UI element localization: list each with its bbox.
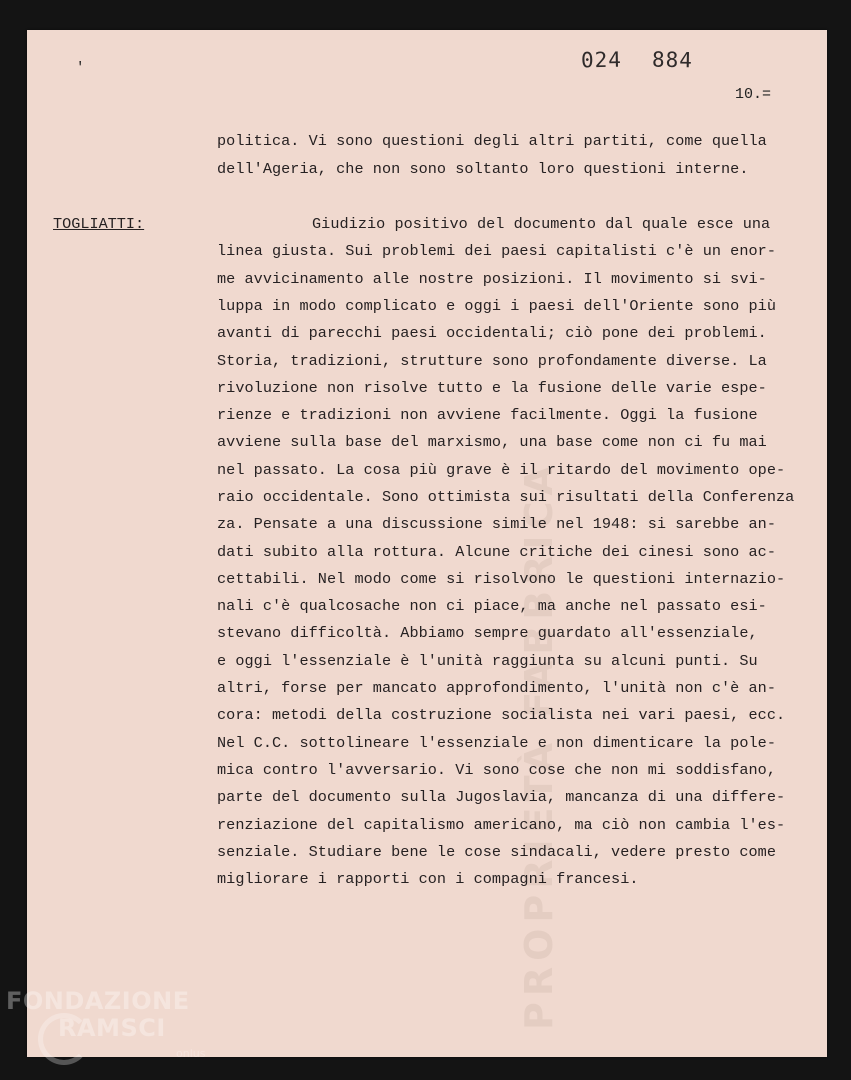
text-line: Giudizio positivo del documento dal quale esce una [312, 215, 771, 233]
folio-right: 884 [651, 47, 694, 73]
text-line: rienze e tradizioni non avviene facilmente. Oggi la fusione [217, 406, 758, 424]
text-line: rivoluzione non risolve tutto e la fusione delle varie espe- [217, 379, 767, 397]
text-line: altri, forse per mancato approfondimento, l'unità non c'è an- [217, 679, 777, 697]
text-line: nali c'è qualcosache non ci piace, ma anche nel passato esi- [217, 597, 767, 615]
folio-number [581, 48, 693, 72]
text-line: avanti di parecchi paesi occidentali; ciò pone dei problemi. [217, 324, 767, 342]
text-line: stevano difficoltà. Abbiamo sempre guardato all'essenziale, [217, 624, 758, 642]
text-line: dati subito alla rottura. Alcune critiche dei cinesi sono ac- [217, 543, 777, 561]
folio-left: 024 [580, 47, 623, 73]
text-line: linea giusta. Sui problemi dei paesi capitalisti c'è un enor- [217, 242, 777, 260]
logo-line-3: onlus [176, 1047, 206, 1060]
page-number: 10.= [735, 86, 772, 103]
text-line: cettabili. Nel modo come si risolvono le questioni internazio- [217, 570, 786, 588]
document-page [27, 30, 827, 1057]
background-stamp: PROPRIETÀ FABBRICA [517, 460, 561, 1030]
text-line: politica. Vi sono questioni degli altri partiti, come quella [217, 132, 767, 150]
text-line: e oggi l'essenziale è l'unità raggiunta su alcuni punti. Su [217, 652, 758, 670]
text-line: dell'Ageria, che non sono soltanto loro questioni interne. [217, 160, 749, 178]
text-line: nel passato. La cosa più grave è il ritardo del movimento ope- [217, 461, 786, 479]
text-line: mica contro l'avversario. Vi sono cose che non mi soddisfano, [217, 761, 777, 779]
logo-line-2: RAMSCI [58, 1014, 166, 1042]
logo-line-1: FONDAZIONE [6, 987, 190, 1015]
text-line: renziazione del capitalismo americano, ma ciò non cambia l'es- [217, 816, 786, 834]
text-line: migliorare i rapporti con i compagni francesi. [217, 870, 639, 888]
text-line: avviene sulla base del marxismo, una base come non ci fu mai [217, 433, 767, 451]
text-line: Storia, tradizioni, strutture sono profondamente diverse. La [217, 352, 767, 370]
text-line: senziale. Studiare bene le cose sindacali, vedere presto come [217, 843, 777, 861]
margin-mark: ' [76, 60, 85, 76]
text-line: Nel C.C. sottolineare l'essenziale e non dimenticare la pole- [217, 734, 777, 752]
text-line: za. Pensate a una discussione simile nel 1948: si sarebbe an- [217, 515, 777, 533]
text-line: luppa in modo complicato e oggi i paesi dell'Oriente sono più [217, 297, 777, 315]
text-line: raio occidentale. Sono ottimista sui risultati della Conferenza [217, 488, 795, 506]
speaker-label: TOGLIATTI: [53, 215, 145, 233]
text-line: cora: metodi della costruzione socialista nei vari paesi, ecc. [217, 706, 786, 724]
text-line: parte del documento sulla Jugoslavia, mancanza di una differe- [217, 788, 786, 806]
text-line: me avvicinamento alle nostre posizioni. Il movimento si svi- [217, 270, 767, 288]
